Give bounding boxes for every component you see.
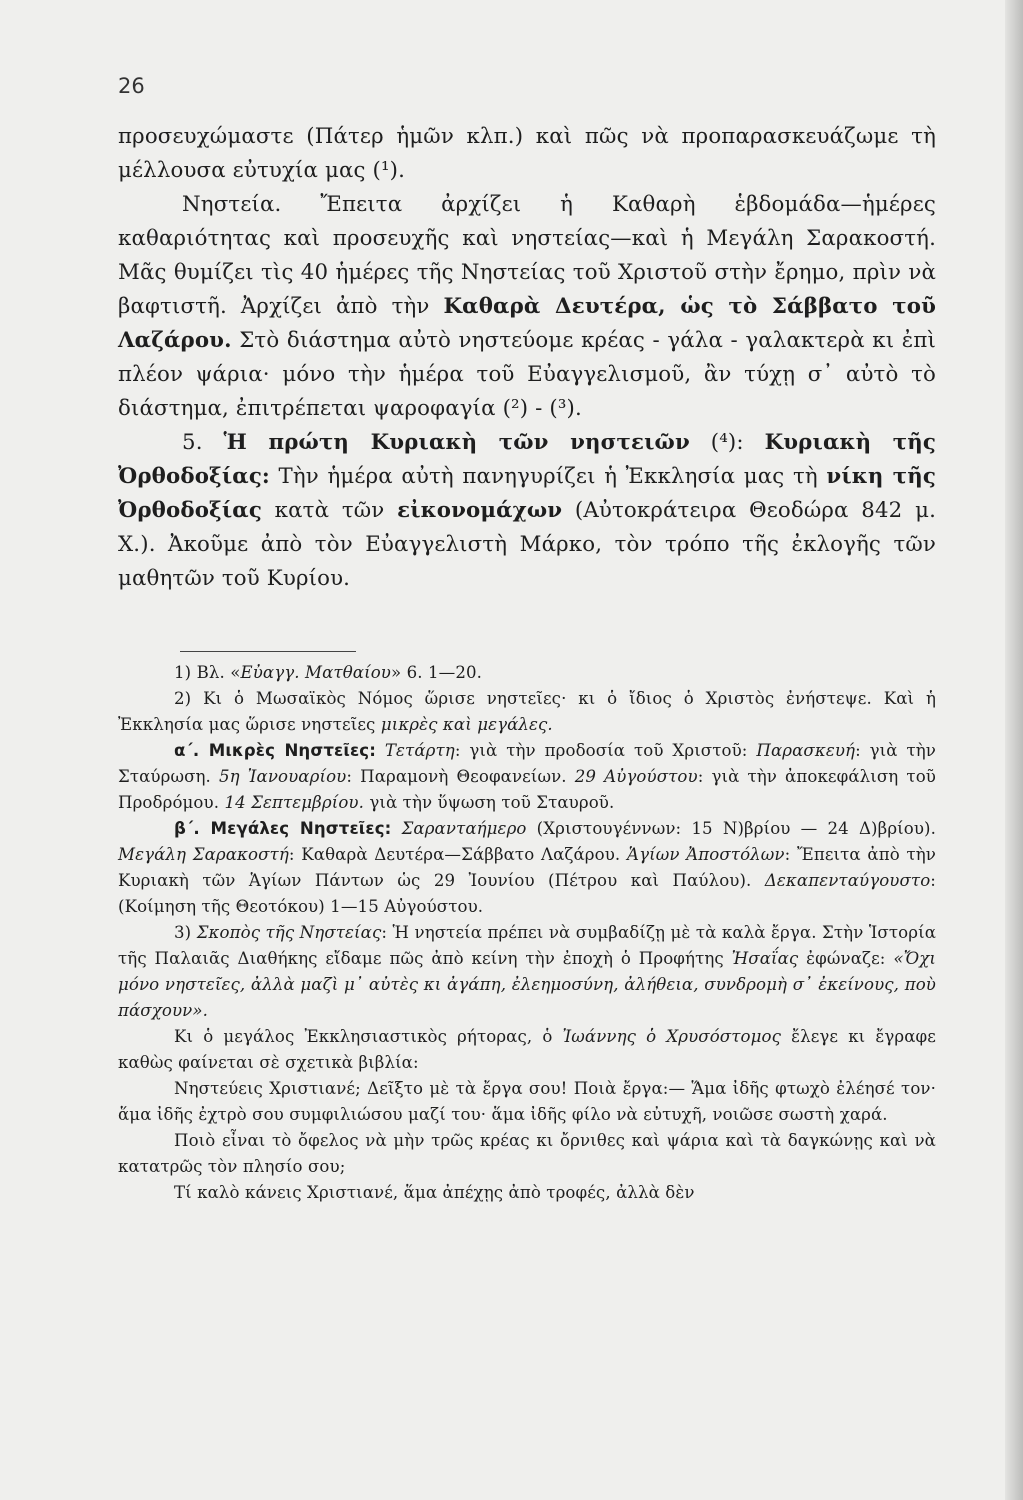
- friday-text: : γιὰ τὴν Σταύρωση.: [118, 741, 936, 786]
- great-lent-text: : Καθαρὰ Δευτέρα—Σάββατο Λαζάρου.: [288, 845, 627, 864]
- fasting-text-a: Ἔπειτα ἀρχίζει ἡ Καθαρὴ ἑβδομάδα—ἡμέρες καθαριότητας καὶ προσευχῆς καὶ νηστείας—καὶ ἡ Μεγάλη Σαρακοστή. Μᾶς θυμίζει τὶς 40 ἡμέρες τῆς Νηστείας τοῦ Χριστοῦ στὴν ἔρημο, πρὶν νὰ βαφτιστῆ. Ἀρχίζει ἀπὸ τὴν: [118, 192, 936, 319]
- paragraph-fasting: [118, 188, 936, 426]
- footnote-1: [118, 660, 936, 686]
- forty-days-text: (Χριστουγέννων: 15 Ν)βρίου — 24 Δ)βρίου).: [526, 819, 937, 838]
- dormition-fast-text: : (Κοίμηση τῆς Θεοτόκου) 1—15 Αὐγούστου.: [118, 871, 936, 916]
- wednesday-text: : γιὰ τὴν προδοσία τοῦ Χριστοῦ:: [454, 741, 757, 760]
- footnote-2: [118, 686, 936, 738]
- orthodoxy-text-c: (Αὐτοκράτειρα Θεοδώρα 842 μ. Χ.). Ἀκοῦμε ἀπὸ τὸν Εὐαγγελιστὴ Μάρκο, τὸν τρόπο τῆς ἐκλογῆς τῶν μαθητῶν τοῦ Κυρίου.: [118, 498, 936, 591]
- footnote-3: [118, 920, 936, 1024]
- page-number: 26: [118, 74, 145, 98]
- footnote-2-a: 2) Κι ὁ Μωσαϊκὸς Νόμος ὥρισε νηστεῖες· κι ὁ ἴδιος ὁ Χριστὸς ἐνήστεψε. Καὶ ἡ Ἐκκλησία μας ὥρισε νηστεῖες: [118, 689, 936, 734]
- footnote-1-b: » 6. 1—20.: [390, 663, 483, 682]
- iconoclasts-term: εἰκονομάχων: [397, 498, 563, 523]
- paragraph-prayer-text: προσευχώμαστε (Πάτερ ἡμῶν κλπ.) καὶ πῶς νὰ προπαρασκευάζωμε τὴ μέλλουσα εὐτυχία μας (¹).: [118, 124, 936, 183]
- great-fasts-heading: β΄. Μεγάλες Νηστεῖες:: [174, 819, 392, 838]
- paragraph-prayer: [118, 120, 936, 188]
- footnote-3-b: : Ἡ νηστεία πρέπει νὰ συμβαδίζῃ μὲ τὰ καλὰ ἔργα. Στὴν Ἱστορία τῆς Παλαιᾶς Διαθήκης εἴδαμε πῶς ἀπὸ κείνη τὴν ἐποχὴ ὁ Προφήτης: [118, 923, 936, 968]
- apostles-fast: Ἁγίων Ἀποστόλων: [626, 845, 785, 864]
- wednesday: Τετάρτη: [384, 741, 455, 760]
- great-fasts: [118, 816, 936, 920]
- fasting-period: Καθαρὰ Δευτέρα, ὡς τὸ Σάββατο τοῦ Λαζάρου.: [118, 294, 936, 353]
- aug-29: 29 Αὐγούστου: [574, 767, 698, 786]
- footnote-3-a: 3): [174, 923, 197, 942]
- orthodoxy-text-b: κατὰ τῶν: [261, 498, 398, 523]
- chrysostom-a: Κι ὁ μεγάλος Ἐκκλησιαστικὸς ρήτορας, ὁ: [174, 1027, 563, 1046]
- orthodoxy-text-a: Τὴν ἡμέρα αὐτὴ πανηγυρίζει ἡ Ἐκκλησία μας τὴ: [269, 464, 827, 489]
- dormition-fast: Δεκαπενταύγουστο: [764, 871, 931, 890]
- jan-5-text: : Παραμονὴ Θεοφανείων.: [346, 767, 575, 786]
- footnote-1-a: 1) Βλ. «: [174, 663, 241, 682]
- aug-29-text: : γιὰ τὴν ἀποκεφάλιση τοῦ Προδρόμου.: [118, 767, 936, 812]
- small-fasts-heading: α΄. Μικρὲς Νηστεῖες:: [174, 741, 376, 760]
- friday: Παρασκευή: [756, 741, 856, 760]
- sep-14: 14 Σεπτεμβρίου.: [224, 793, 364, 812]
- quote-deeds: Νηστεύεις Χριστιανέ; Δεῖξτο μὲ τὰ ἔργα σου! Ποιὰ ἔργα:— Ἅμα ἰδῆς φτωχὸ ἐλέησέ τον· ἅμα ἰδῆς ἐχτρὸ σου συμφιλιώσου μαζί του· ἅμα ἰδῆς φίλο νὰ εὐτυχῆ, νοιῶσε σωστὴ χαρά.: [118, 1079, 936, 1124]
- fasting-heading: Νηστεία.: [182, 192, 282, 217]
- chrysostom-paragraph: [118, 1024, 936, 1076]
- jan-5: 5η Ἰανουαρίου: [219, 767, 347, 786]
- victory-phrase: νίκη τῆς Ὀρθοδοξίας: [118, 464, 936, 523]
- footnote-2-emph: μικρὲς καὶ μεγάλες.: [380, 715, 553, 734]
- footnote-3-c: ἐφώναζε:: [798, 949, 894, 968]
- main-text: [118, 120, 936, 596]
- apostles-fast-text: : Ἔπειτα ἀπὸ τὴν Κυριακὴ τῶν Ἁγίων Πάντων ὡς 29 Ἰουνίου (Πέτρου καὶ Παύλου).: [118, 845, 936, 890]
- footnote-1-ref: Εὐαγγ. Ματθαίου: [240, 663, 391, 682]
- small-fasts: [118, 738, 936, 816]
- chrysostom-name: Ἰωάννης ὁ Χρυσόστομος: [562, 1027, 781, 1046]
- isaiah-quote: «Ὄχι μόνο νηστεῖες, ἀλλὰ μαζὶ μ᾿ αὐτὲς κι ἀγάπη, ἐλεημοσύνη, ἀλήθεια, συνδρομὴ σ᾿ ἐκείνους, ποὺ πάσχουν».: [118, 949, 936, 1020]
- quote-abstain: Τί καλὸ κάνεις Χριστιανέ, ἅμα ἀπέχῃς ἀπὸ τροφές, ἀλλὰ δὲν: [174, 1183, 695, 1202]
- isaiah: Ἠσαΐας: [731, 949, 799, 968]
- footnote-divider: [180, 651, 356, 652]
- footnotes: [118, 660, 936, 1206]
- chrysostom-b: ἔλεγε κι ἔγραφε καθὼς φαίνεται σὲ σχετικὰ βιβλία:: [118, 1027, 936, 1072]
- great-lent: Μεγάλη Σαρακοστή: [118, 845, 289, 864]
- footnote-ref: (⁴):: [689, 430, 765, 455]
- first-sunday-title: Ἡ πρώτη Κυριακὴ τῶν νηστειῶν: [223, 430, 690, 455]
- forty-days: Σαρανταήμερο: [401, 819, 527, 838]
- fasting-text-b: Στὸ διάστημα αὐτὸ νηστεύομε κρέας - γάλα - γαλακτερὰ κι ἐπὶ πλέον ψάρια· μόνο τὴν ἡμέρα τοῦ Εὐαγγελισμοῦ, ἂν τύχῃ σ᾿ αὐτὸ τὸ διάστημα, ἐπιτρέπεται ψαροφαγία (²) - (³).: [118, 328, 936, 421]
- page-edge: [1005, 0, 1023, 1500]
- orthodoxy-sunday-title: Κυριακὴ τῆς Ὀρθοδοξίας:: [118, 430, 936, 489]
- paragraph-orthodoxy: [118, 426, 936, 596]
- sep-14-text: γιὰ τὴν ὕψωση τοῦ Σταυροῦ.: [363, 793, 615, 812]
- quote-benefit: Ποιὸ εἶναι τὸ ὄφελος νὰ μὴν τρῶς κρέας κι ὄρνιθες καὶ ψάρια καὶ τὰ δαγκώνῃς καὶ νὰ κατατρῶς τὸν πλησίο σου;: [118, 1131, 936, 1176]
- section-number: 5.: [182, 430, 224, 455]
- footnote-3-title: Σκοπὸς τῆς Νηστείας: [196, 923, 382, 942]
